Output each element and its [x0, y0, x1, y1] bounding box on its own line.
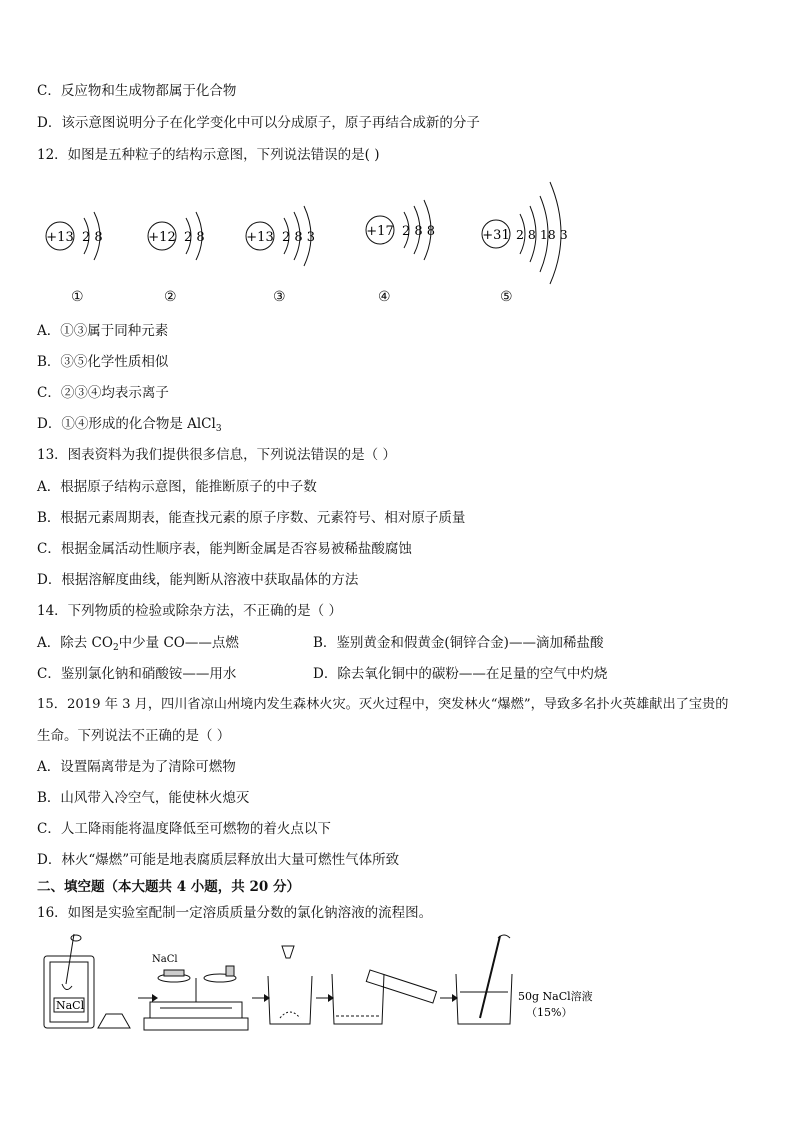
option-14-b: B．鉴别黄金和假黄金(铜锌合金)——滴加稀盐酸: [313, 635, 604, 651]
section-2-heading: 二、填空题（本大题共 4 小题，共 20 分）: [37, 879, 300, 895]
atom-label-2: ②: [164, 289, 177, 305]
atom-4-nucleus: +17: [366, 224, 394, 239]
beaker-stirring: [456, 935, 512, 1024]
atom-3-shells: 2 8 3: [282, 230, 316, 245]
atom-3-svg: [244, 196, 344, 276]
option-14-a-post: 中少量 CO——点燃: [118, 635, 239, 651]
bottle-label: NaCl: [56, 999, 85, 1012]
atom-label-5: ⑤: [500, 289, 513, 305]
beaker-powder: [268, 946, 312, 1024]
option-15-d: D．林火“爆燃”可能是地表腐质层释放出大量可燃性气体所致: [37, 852, 400, 868]
atom-label-1: ①: [71, 289, 84, 305]
solution-label: 50g NaCl溶液: [518, 990, 593, 1003]
question-15-line1: 15．2019 年 3 月，四川省凉山州境内发生森林火灾。灭火过程中，突发林火“爆燃”，导致多名扑火英雄献出了宝贵的: [37, 697, 729, 712]
atom-diagram-1: [44, 196, 134, 280]
atom-label-3: ③: [273, 289, 286, 305]
arrow-3: [316, 994, 334, 1002]
question-15-line2: 生命。下列说法不正确的是（ ）: [37, 728, 231, 744]
option-14-c: C．鉴别氯化钠和硝酸铵——用水: [37, 666, 237, 682]
option-14-a: [37, 634, 239, 657]
question-13: 13．图表资料为我们提供很多信息，下列说法错误的是（ ）: [37, 447, 396, 463]
option-11-c: C．反应物和生成物都属于化合物: [37, 83, 237, 99]
arrow-2: [252, 994, 270, 1002]
option-13-d: D．根据溶解度曲线，能判断从溶液中获取晶体的方法: [37, 572, 359, 588]
bottle-cap: [98, 1014, 130, 1028]
option-15-a: A．设置隔离带是为了清除可燃物: [37, 759, 236, 775]
concentration-label: （15%）: [526, 1006, 573, 1019]
solution-prep-figure: [36, 928, 596, 1042]
option-15-b: B．山风带入冷空气，能使林火熄灭: [37, 790, 250, 806]
atom-2-shells: 2 8: [184, 230, 205, 245]
reagent-bottle: [44, 934, 94, 1028]
option-12-d-text: D．①④形成的化合物是 AlCl: [37, 416, 216, 432]
atom-label-4: ④: [378, 289, 391, 305]
option-12-c: C．②③④均表示离子: [37, 385, 169, 401]
atom-2-svg: [146, 196, 236, 276]
arrow-1: [138, 994, 158, 1002]
atom-diagram-5: [480, 176, 590, 290]
question-12: 12．如图是五种粒子的结构示意图，下列说法错误的是( ): [37, 147, 380, 163]
atom-2-nucleus: +12: [148, 230, 176, 245]
option-12-d-sub: 3: [215, 424, 222, 434]
atom-5-shells: 2 8 18 3: [516, 227, 568, 242]
balance: [144, 966, 248, 1030]
atom-5-nucleus: +31: [482, 228, 510, 243]
atom-1-shells: 2 8: [82, 230, 103, 245]
option-14-d: D．除去氧化铜中的碳粉——在足量的空气中灼烧: [313, 666, 608, 682]
balance-label: NaCl: [152, 954, 178, 965]
question-14: 14．下列物质的检验或除杂方法，不正确的是（ ）: [37, 603, 342, 619]
question-16: 16．如图是实验室配制一定溶质质量分数的氯化钠溶液的流程图。: [37, 905, 433, 921]
atom-1-svg: [44, 196, 134, 276]
option-13-c: C．根据金属活动性顺序表，能判断金属是否容易被稀盐酸腐蚀: [37, 541, 412, 557]
option-12-a: A．①③属于同种元素: [37, 323, 169, 339]
option-12-d: [37, 415, 222, 438]
arrow-4: [440, 994, 458, 1002]
atom-1-nucleus: +13: [46, 230, 74, 245]
option-15-c: C．人工降雨能将温度降低至可燃物的着火点以下: [37, 821, 331, 837]
atom-diagram-3: [244, 196, 344, 280]
atom-5-svg: [480, 176, 590, 286]
atom-3-nucleus: +13: [246, 230, 274, 245]
atom-4-svg: [364, 190, 464, 270]
option-11-d: D．该示意图说明分子在化学变化中可以分成原子，原子再结合成新的分子: [37, 115, 480, 131]
beaker-pouring: [332, 970, 437, 1024]
atom-diagram-4: [364, 190, 464, 274]
atom-4-shells: 2 8 8: [402, 224, 436, 239]
option-12-b: B．③⑤化学性质相似: [37, 354, 169, 370]
atom-diagram-2: [146, 196, 236, 280]
option-13-b: B．根据元素周期表，能查找元素的原子序数、元素符号、相对原子质量: [37, 510, 466, 526]
option-14-a-sub: 2: [112, 643, 119, 653]
option-13-a: A．根据原子结构示意图，能推断原子的中子数: [37, 479, 317, 495]
solution-prep-svg: [36, 928, 596, 1038]
option-14-a-pre: A．除去 CO: [37, 635, 113, 651]
